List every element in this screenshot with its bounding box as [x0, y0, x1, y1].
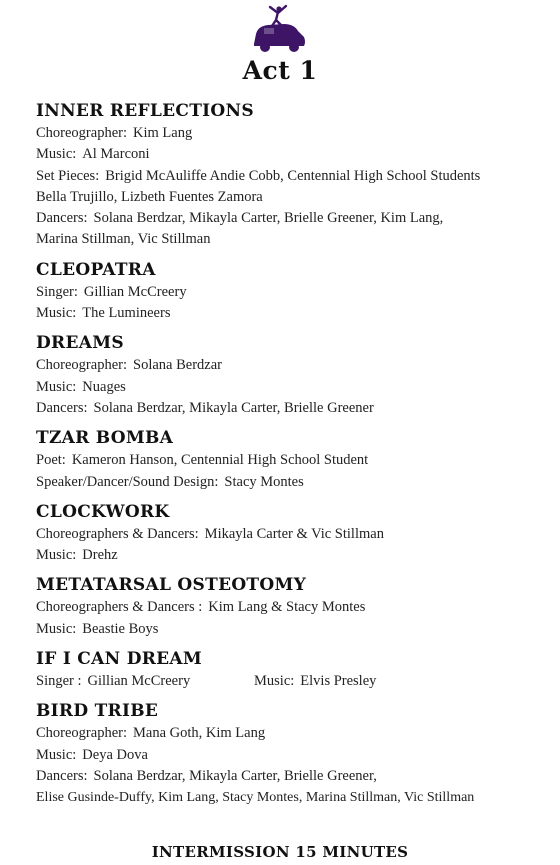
piece-tzar-bomba: [36, 427, 551, 493]
credit-role: Choreographers & Dancers :: [36, 599, 203, 616]
credit-line: [36, 766, 551, 787]
piece-title: IF I CAN DREAM: [36, 649, 203, 670]
credit-role: Music:: [36, 620, 77, 637]
credit-role: Music:: [36, 378, 77, 395]
credit-line: [36, 377, 551, 398]
piece-inner-reflections: [36, 100, 551, 251]
credit-role: Music:: [36, 146, 77, 163]
credit-role: Music:: [36, 746, 77, 763]
credit-line: [36, 723, 551, 744]
credit-value: Gillian McCreery: [83, 283, 187, 300]
credit-line: [36, 545, 551, 566]
credit-line: [36, 450, 551, 471]
credit-value: Mikayla Carter & Vic Stillman: [204, 525, 384, 542]
credit-value: Solana Berdzar, Mikayla Carter, Brielle Greener, Kim Lang,: [93, 210, 444, 227]
credit-role: Singer :: [36, 673, 82, 690]
credit-value: Mana Goth, Kim Lang: [133, 725, 266, 742]
piece-dreams: [36, 332, 551, 419]
credit-line: [36, 597, 551, 618]
piece-title: BIRD TRIBE: [36, 701, 159, 722]
credit-role: Choreographer:: [36, 357, 127, 374]
credit-value: Al Marconi: [82, 146, 150, 163]
credit-value: Bella Trujillo, Lizbeth Fuentes Zamora: [36, 188, 263, 205]
piece-clockwork: [36, 501, 551, 567]
credit-role: Choreographer:: [36, 125, 127, 141]
piece-bird-tribe: [36, 700, 551, 808]
credit-value: Brigid McAuliffe Andie Cobb, Centennial High School Students: [105, 167, 481, 184]
credit-value: Gillian McCreery: [87, 673, 191, 690]
credit-value: Elise Gusinde-Duffy, Kim Lang, Stacy Montes, Marina Stillman, Vic Stillman: [36, 790, 475, 806]
credit-value: Beastie Boys: [82, 620, 159, 637]
credit-value: Kim Lang: [133, 125, 193, 141]
credit-line: [36, 166, 551, 187]
credit-second: [254, 671, 376, 692]
credit-role: Set Pieces:: [36, 167, 100, 184]
credit-line-continued: [36, 187, 551, 208]
credit-line-continued: [36, 229, 551, 250]
dancer-on-car-icon: [250, 4, 308, 54]
credit-role: Choreographers & Dancers:: [36, 525, 199, 542]
credit-line: [36, 472, 551, 493]
credit-value: Drehz: [82, 547, 118, 564]
credit-role: Dancers:: [36, 210, 88, 227]
credit-value: Kameron Hanson, Centennial High School Student: [71, 452, 369, 469]
credit-value: Nuages: [82, 378, 126, 395]
piece-if-i-can-dream: [36, 648, 551, 692]
credit-line: [36, 282, 551, 303]
credit-value: Solana Berdzar, Mikayla Carter, Brielle Greener: [93, 399, 374, 416]
credit-role: Music:: [36, 547, 77, 564]
credit-line: [36, 144, 551, 165]
program-list: [36, 100, 551, 817]
credit-role: Dancers:: [36, 767, 88, 784]
credit-value: Solana Berdzar, Mikayla Carter, Brielle Greener,: [93, 767, 377, 784]
piece-metatarsal-osteotomy: [36, 574, 551, 640]
piece-cleopatra: [36, 259, 551, 325]
credit-line-continued: [36, 787, 551, 808]
credit-line: [36, 303, 551, 324]
intermission-note: INTERMISSION 15 MINUTES: [151, 843, 409, 861]
credit-value: Deya Dova: [82, 746, 148, 763]
credit-line: [36, 208, 551, 229]
credit-role: Choreographer:: [36, 725, 127, 742]
credit-role: Music:: [36, 305, 77, 322]
credit-value: Elvis Presley: [300, 673, 377, 690]
piece-title: METATARSAL OSTEOTOMY: [36, 575, 307, 596]
piece-title: INNER REFLECTIONS: [36, 101, 254, 121]
credit-role: Speaker/Dancer/Sound Design:: [36, 473, 219, 490]
credit-line: [36, 619, 551, 640]
credit-value: Stacy Montes: [224, 473, 304, 490]
piece-title: TZAR BOMBA: [36, 428, 174, 449]
credit-role: Music:: [254, 673, 295, 690]
credit-value: The Lumineers: [82, 305, 171, 322]
credit-line: [36, 398, 551, 419]
act-title: Act 1: [242, 56, 318, 85]
piece-title: CLOCKWORK: [36, 501, 170, 522]
piece-title: DREAMS: [36, 333, 124, 354]
piece-title: CLEOPATRA: [36, 259, 156, 280]
credit-role: Poet:: [36, 452, 66, 469]
credit-line: [36, 524, 551, 545]
credit-role: Dancers:: [36, 399, 88, 416]
credit-line: [36, 355, 551, 376]
credit-value: Kim Lang & Stacy Montes: [208, 599, 366, 616]
credit-line: [36, 123, 551, 144]
credit-line: [36, 745, 551, 766]
credit-role: Singer:: [36, 283, 78, 300]
credit-value: Solana Berdzar: [133, 357, 222, 374]
credit-line: [36, 671, 551, 692]
credit-value: Marina Stillman, Vic Stillman: [36, 231, 211, 248]
